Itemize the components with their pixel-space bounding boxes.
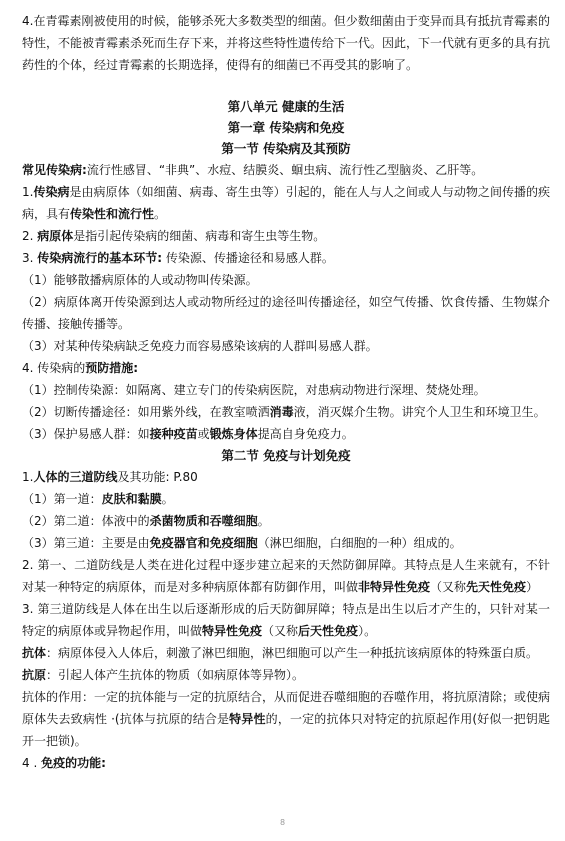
text: （又称 (430, 580, 467, 594)
item-number: 3. (22, 251, 38, 265)
unit-heading: 第八单元 健康的生活 (227, 99, 345, 114)
transmission-links (22, 247, 550, 269)
text: 或 (197, 427, 210, 441)
prevention-heading (22, 357, 550, 379)
keyword: 特异性 (229, 712, 266, 726)
text: 。 (154, 207, 167, 221)
text: 。 (161, 492, 174, 506)
item-number: 1. (22, 185, 34, 199)
common-diseases-label: 常见传染病: (22, 163, 87, 177)
text: 抗体的作用：一定的抗体能与一定的抗原结合，从而促进吞噬细胞的吞噬作用，将抗原清除；或使病原体失去致病性 ·(抗体与抗原的结合是 (22, 690, 551, 726)
first-line (22, 488, 550, 510)
term: 抗体 (22, 646, 47, 660)
text: ） (526, 580, 539, 594)
text: （2）第二道：体液中的 (22, 514, 150, 528)
text: 的，一定的抗体只对特定的抗原起作用(好似一把钥匙开一把锁)。 (22, 712, 550, 748)
antigen-definition (22, 664, 550, 686)
page-number: 8 (279, 818, 286, 827)
text: ：病原体侵入人体后，刺激了淋巴细胞，淋巴细胞可以产生一种抵抗该病原体的特殊蛋白质。 (46, 646, 539, 660)
common-diseases-text: 流行性感冒、“非典”、水痘、结膜炎、蛔虫病、流行性乙型脑炎、乙肝等。 (86, 163, 484, 177)
text: （1）第一道： (22, 492, 102, 506)
keyword: 杀菌物质和吞噬细胞 (149, 514, 258, 528)
item-number: 1. (22, 470, 34, 484)
keyword: 非特异性免疫 (358, 580, 431, 594)
text: 是由病原体（如细菌、病毒、寄生虫等）引起的，能在人与人之间或人与动物之间传播的疾病，具有 (22, 185, 550, 221)
keyword: 特异性免疫 (202, 624, 263, 638)
item-number: 4. (22, 361, 38, 375)
text: ）。 (358, 624, 377, 638)
pathogen-definition (22, 225, 550, 247)
prevention-protect-susceptible (22, 423, 550, 445)
term: 传染病流行的基本环节: (37, 251, 163, 265)
infectious-disease-definition (22, 181, 550, 225)
keyword: 锻炼身体 (209, 427, 258, 441)
text: 3. 第三道防线是人体在出生以后逐渐形成的后天防御屏障；特点是出生以后才产生的，只针对某一特定的病原体或异物起作用，叫做 (22, 602, 550, 638)
text: 传染源、传播途径和易感人群。 (162, 251, 334, 265)
term: 病原体 (37, 229, 74, 243)
link-susceptible: （3）对某种传染病缺乏免疫力而容易感染该病的人群叫易感人群。 (22, 339, 378, 353)
term: 传染病 (33, 185, 70, 199)
text: （3）第三道：主要是由 (22, 536, 150, 550)
text: （又称 (262, 624, 299, 638)
text: 提高自身免疫力。 (257, 427, 354, 441)
keyword: 先天性免疫 (466, 580, 527, 594)
keyword: 免疫器官和免疫细胞 (149, 536, 258, 550)
keyword: 接种疫苗 (149, 427, 198, 441)
antibody-definition (22, 642, 550, 664)
text: （3）保护易感人群：如 (22, 427, 150, 441)
common-diseases (22, 159, 550, 181)
item-number: 4 . (22, 756, 42, 770)
intro-paragraph: 4.在青霉素刚被使用的时候，能够杀死大多数类型的细菌。但少数细菌由于变异而具有抵抗青霉素的特性，不能被青霉素杀死而生存下来，并将这些特性遗传给下一代。因此，下一代就有更多的具有抗药性的个体，经过青霉素的长期选择，使得有的细菌已不再受其的影响了。 (22, 14, 551, 72)
item-number: 2. (22, 229, 38, 243)
section-2-heading: 第二节 免疫与计划免疫 (221, 448, 351, 463)
link-route: （2）病原体离开传染源到达人或动物所经过的途径叫传播途径，如空气传播、饮食传播、生物媒介传播、接触传播等。 (22, 295, 550, 331)
text: 是指引起传染病的细菌、病毒和寄生虫等生物。 (73, 229, 326, 243)
antibody-role (22, 686, 550, 752)
keyword: 传染性和流行性 (70, 207, 155, 221)
section-1-heading: 第一节 传染病及其预防 (221, 141, 351, 156)
text: 传染病的 (37, 361, 86, 375)
chapter-heading: 第一章 传染病和免疫 (227, 120, 345, 135)
term: 人体的三道防线 (33, 470, 118, 484)
keyword: 皮肤和黏膜 (101, 492, 162, 506)
third-line (22, 532, 550, 554)
text: （2）切断传播途径：如用紫外线，在教室喷洒 (22, 405, 270, 419)
prevention-cut-route (22, 401, 550, 423)
second-line (22, 510, 550, 532)
text: 液，消灭媒介生物。讲究个人卫生和环境卫生。 (293, 405, 546, 419)
text: 及其功能: P.80 (117, 470, 198, 484)
immunity-functions (22, 752, 550, 774)
nonspecific-immunity (22, 554, 550, 598)
colon: : (133, 361, 139, 375)
specific-immunity (22, 598, 550, 642)
link-source: （1）能够散播病原体的人或动物叫传染源。 (22, 273, 258, 287)
prevention-control-source: （1）控制传染源：如隔离、建立专门的传染病医院，对患病动物进行深埋、焚烧处理。 (22, 383, 486, 397)
term: 预防措施 (85, 361, 134, 375)
text: 2. 第一、二道防线是人类在进化过程中逐步建立起来的天然防御屏障。其特点是人生来就有，不针对某一种特定的病原体，而是对多种病原体都有防御作用，叫做 (22, 558, 550, 594)
three-lines-of-defense (22, 466, 550, 488)
keyword: 消毒 (269, 405, 294, 419)
term: 免疫的功能: (41, 756, 106, 770)
term: 抗原 (22, 668, 47, 682)
keyword: 后天性免疫 (298, 624, 359, 638)
document-page (22, 10, 550, 774)
text: （淋巴细胞，白细胞的一种）组成的。 (257, 536, 462, 550)
text: ：引起人体产生抗体的物质（如病原体等异物）。 (46, 668, 305, 682)
text: 。 (257, 514, 270, 528)
